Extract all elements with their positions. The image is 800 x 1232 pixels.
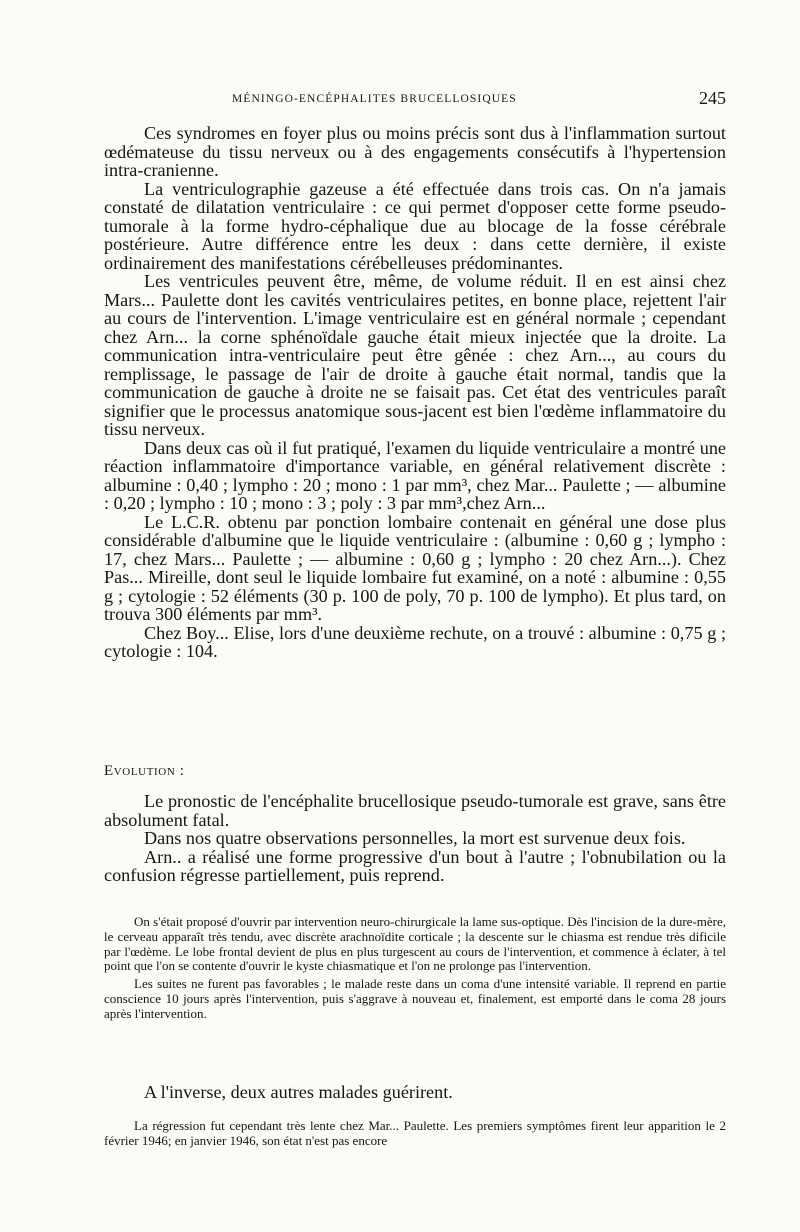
case-note [104, 915, 726, 1025]
evolution-text [104, 792, 726, 885]
paragraph: Arn.. a réalisé une forme progressive d'un bout à l'autre ; l'obnubilation ou la confusion régresse partiellement, puis reprend. [104, 846, 726, 885]
paragraph: La ventriculographie gazeuse a été effectuée dans trois cas. On n'a jamais constaté de dilatation ventriculaire : ce qui permet d'opposer cette forme pseudo-tumorale à la forme hydro-céphalique due au blocage de la fosse cérébrale postérieure. Autre différence entre les deux : dans cette dernière, il existe ordinairement des manifestations cérébelleuses prédominantes. [104, 178, 726, 273]
paragraph: Ces syndromes en foyer plus ou moins précis sont dus à l'inflammation surtout œdémateuse du tissu nerveux ou à des engagements consécutifs à l'hypertension intra-cranienne. [104, 123, 726, 180]
case-note-2 [104, 1119, 726, 1149]
section-heading: Evolution : [104, 763, 185, 779]
running-title: MÉNINGO-ENCÉPHALITES BRUCELLOSIQUES [232, 93, 517, 105]
paragraph: Dans nos quatre observations personnelles, la mort est survenue deux fois. [144, 828, 686, 848]
paragraph: La régression fut cependant très lente chez Mar... Paulette. Les premiers symptômes firent leur apparition le 2 février 1946; en janvier 1946, son état n'est pas encore [104, 1118, 726, 1148]
paragraph: On s'était proposé d'ouvrir par intervention neuro-chirurgicale la lame sus-optique. Dès l'incision de la dure-mère, le cerveau apparaît très tendu, avec discrète arachnoïdite corticale ; la descente sur le chiasma est rendue très dificile par l'œdème. Le lobe frontal devient de plus en plus turgescent au cours de l'intervention, et commence à éclater, à tel point que l'on se contente d'ouvrir le kyste chiasmatique et l'on ne prolonge pas l'intervention. [104, 914, 726, 974]
paragraph: Le pronostic de l'encéphalite brucellosique pseudo-tumorale est grave, sans être absolument fatal. [104, 791, 726, 830]
page-number: 245 [699, 88, 726, 108]
paragraph: Le L.C.R. obtenu par ponction lombaire contenait en général une dose plus considérable d'albumine que le liquide ventriculaire : (albumine : 0,60 g ; lympho : 17, chez Mars... Paulette ; — albumine : 0,60 g ; lympho : 20 chez Arn...). Chez Pas... Mireille, dont seul le liquide lombaire fut examiné, on a noté : albumine : 0,55 g ; cytologie : 52 éléments (30 p. 100 de poly, 70 p. 100 de lympho). Et plus tard, on trouva 300 éléments par mm³. [104, 511, 726, 624]
body-text [104, 124, 726, 661]
subheading: A l'inverse, deux autres malades guérirent. [144, 1082, 453, 1102]
paragraph: Les ventricules peuvent être, même, de volume réduit. Il en est ainsi chez Mars... Paulette dont les cavités ventriculaires petites, en bonne place, rejettent l'air au cours de l'intervention. L'image ventriculaire est en général normale ; cependant chez Arn... la corne sphénoïdale gauche était mieux injectée que la droite. La communication intra-ventriculaire peut être gênée : chez Arn..., au cours du remplissage, le passage de l'air de droite à gauche était normal, tandis que la communication de gauche à droite ne se faisait pas. Cet état des ventricules paraît signifier que le processus anatomique sous-jacent est bien l'œdème inflammatoire du tissu nerveux. [104, 271, 726, 439]
paragraph: Les suites ne furent pas favorables ; le malade reste dans un coma d'une intensité variable. Il reprend en partie conscience 10 jours après l'intervention, puis s'aggrave à nouveau et, finalement, est emporté dans le coma 28 jours après l'intervention. [104, 976, 726, 1021]
page-header [104, 88, 726, 111]
paragraph: Chez Boy... Elise, lors d'une deuxième rechute, on a trouvé : albumine : 0,75 g ; cytologie : 104. [104, 622, 726, 661]
paragraph: Dans deux cas où il fut pratiqué, l'examen du liquide ventriculaire a montré une réaction inflammatoire d'importance variable, en général relativement discrète : albumine : 0,40 ; lympho : 20 ; mono : 1 par mm³, chez Mar... Paulette ; — albumine : 0,20 ; lympho : 10 ; mono : 3 ; poly : 3 par mm³,chez Arn... [104, 437, 726, 513]
